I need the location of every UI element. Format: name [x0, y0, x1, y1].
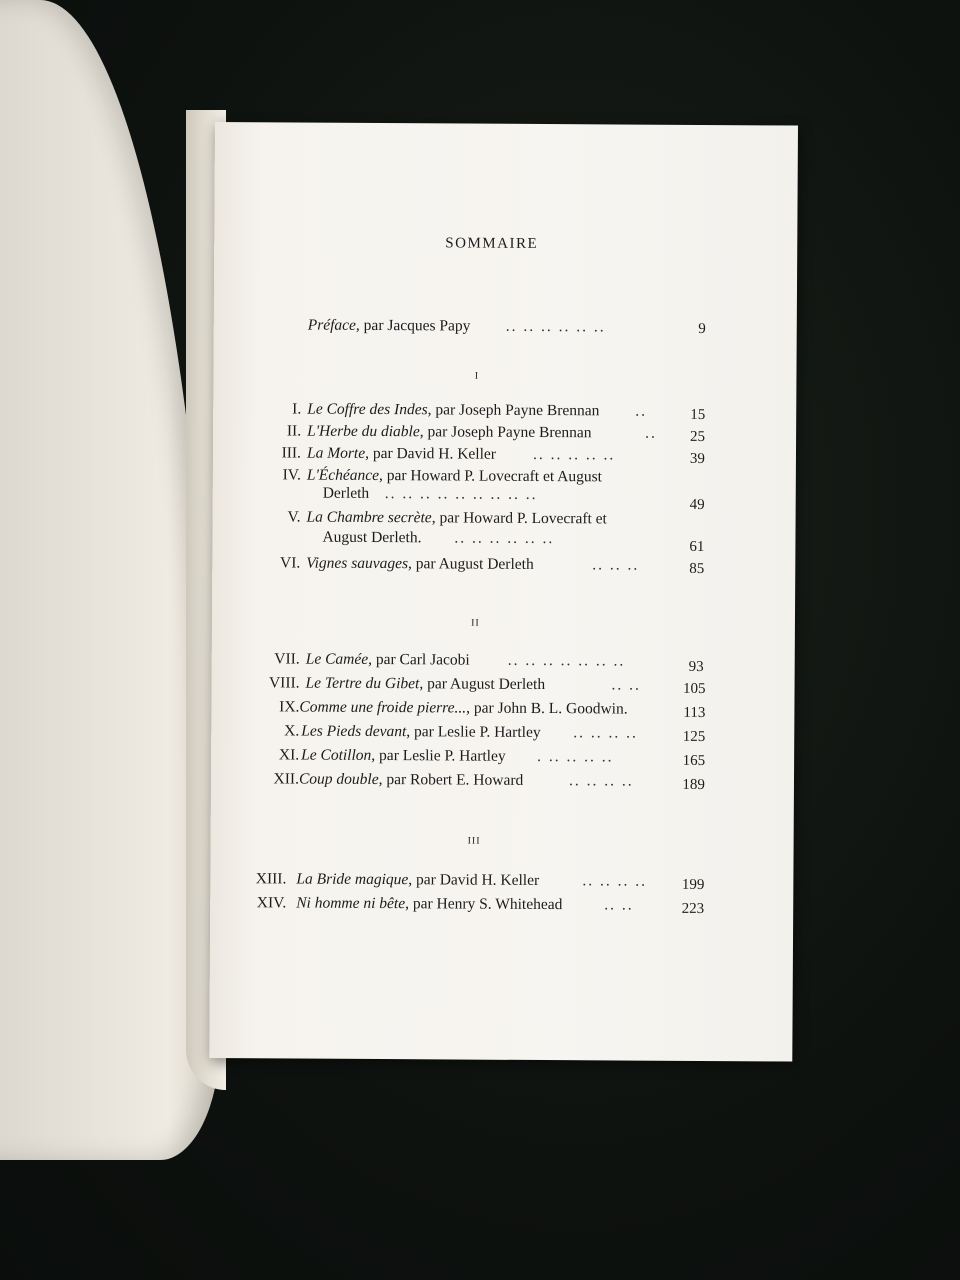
entry-number: V. [287, 508, 301, 526]
page-number: 61 [689, 538, 705, 555]
entry-number: IV. [282, 466, 301, 484]
leader-dots: .. .. .. .. .. .. [505, 317, 606, 336]
page-number: 125 [682, 728, 706, 746]
entry-title: La Chambre secrète [306, 508, 432, 527]
page-number: 93 [688, 658, 704, 675]
page-number: 15 [690, 406, 706, 423]
entry-title: Vignes sauvages [306, 554, 409, 573]
entry-title: Coup double [298, 770, 379, 789]
entry-author: , par John B. L. Goodwin. [466, 699, 628, 718]
leader-dots: .. .. .. .. .. [532, 445, 616, 464]
page-number: 49 [689, 496, 705, 513]
entry-author: , par Carl Jacobi [368, 650, 470, 669]
entry-title: Préface [307, 316, 357, 334]
section-heading: III [467, 835, 481, 847]
entry-number: VII. [274, 650, 300, 668]
page-number: 189 [682, 776, 706, 794]
entry-author-continued: Derleth [322, 484, 370, 502]
leader-dots: .. .. .. [592, 556, 640, 574]
entry-author: , par Joseph Payne Brennan [419, 423, 592, 442]
entry-author: , par Leslie P. Hartley [406, 723, 541, 742]
entry-number: XI. [278, 746, 300, 764]
leader-dots: .. .. [604, 896, 634, 914]
page-number: 9 [698, 320, 706, 338]
entry-author: , par David H. Keller [408, 871, 540, 889]
entry-title: L'Échéance [306, 466, 380, 485]
entry-title: Les Pieds devant [301, 722, 407, 741]
leader-dots: .. .. [611, 676, 641, 694]
entry-number: X. [284, 722, 300, 740]
leader-dots: .. [635, 402, 648, 420]
entry-number: II. [286, 422, 302, 440]
page-number: 113 [683, 704, 706, 722]
section-heading: I [474, 370, 480, 382]
entry-author: , par Howard P. Lovecraft et [431, 509, 607, 528]
leader-dots: . .. .. .. .. [537, 747, 614, 766]
leader-dots: .. .. .. .. .. .. .. .. .. [384, 485, 538, 503]
entry-author-continued: August Derleth. [322, 528, 422, 547]
entry-author: , par Joseph Payne Brennan [427, 401, 600, 420]
entry-number: III. [281, 444, 302, 462]
page-number: 223 [681, 900, 705, 918]
page-number: 105 [682, 680, 706, 698]
leader-dots: .. .. .. .. [573, 724, 638, 742]
toc-entry-preface [308, 317, 708, 341]
entry-author: , par Henry S. Whitehead [405, 895, 563, 914]
page-title: SOMMAIRE [445, 235, 539, 252]
entry-number: VI. [280, 554, 301, 572]
entry-author: , par Jacques Papy [355, 316, 471, 335]
entry-number: XIV. [256, 894, 287, 912]
entry-number: I. [292, 400, 302, 418]
page-number: 39 [689, 450, 705, 467]
leader-dots: .. .. .. .. [582, 872, 648, 890]
entry-title: Le Coffre des Indes [307, 400, 428, 419]
entry-author: , par Howard P. Lovecraft et August [378, 467, 603, 486]
entry-number: XIII. [255, 870, 287, 888]
entry-title: La Bride magique [296, 870, 409, 889]
entry-title: Comme une froide pierre... [299, 698, 467, 717]
entry-author: , par David H. Keller [365, 444, 496, 463]
section-heading: II [471, 617, 480, 629]
entry-number: VIII. [268, 674, 300, 692]
entry-title: La Morte [306, 444, 366, 462]
entry-number: IX. [279, 698, 300, 716]
leader-dots: .. .. .. .. .. .. [454, 529, 555, 548]
entry-number: XII. [273, 770, 300, 788]
page-number: 85 [689, 560, 705, 577]
entry-author: , par Robert E. Howard [378, 771, 524, 789]
leader-dots: .. .. .. .. [568, 772, 634, 790]
page-number: 25 [690, 428, 706, 445]
page-number: 165 [682, 752, 706, 770]
page-number: 199 [681, 876, 705, 894]
entry-title: Le Tertre du Gibet [305, 674, 420, 693]
entry-author: , par Leslie P. Hartley [371, 746, 506, 765]
table-of-contents-page [209, 122, 798, 1062]
leader-dots: .. [645, 424, 657, 442]
entry-title: Ni homme ni bête [296, 894, 406, 913]
entry-title: Le Cotillon [301, 746, 372, 764]
entry-title: L'Herbe du diable [307, 422, 420, 441]
entry-title: Le Camée [305, 650, 369, 668]
entry-author: , par August Derleth [419, 675, 546, 694]
entry-author: , par August Derleth [407, 555, 534, 573]
leader-dots: .. .. .. .. .. .. .. [507, 651, 626, 670]
